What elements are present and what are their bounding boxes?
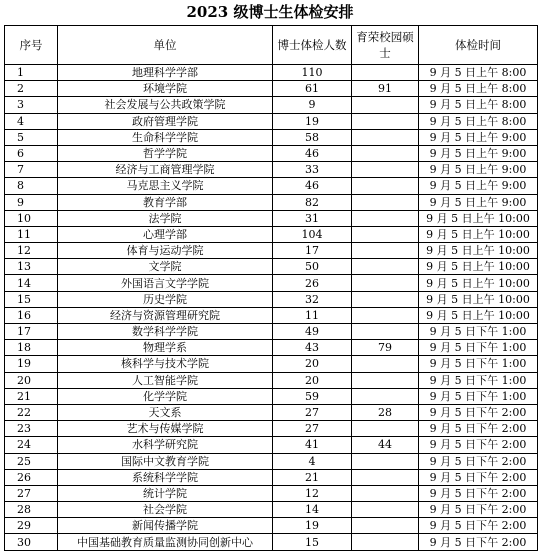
table-row <box>5 210 538 226</box>
cell-seq: 7 <box>5 162 58 178</box>
cell-exam-time: 9 月 5 日上午 8:00 <box>419 65 538 81</box>
table-row <box>5 81 538 97</box>
cell-master-count <box>352 518 419 534</box>
header-exam-time: 体检时间 <box>419 26 538 65</box>
cell-phd-count: 110 <box>273 65 352 81</box>
cell-exam-time: 9 月 5 日上午 9:00 <box>419 162 538 178</box>
table-row <box>5 178 538 194</box>
cell-seq: 19 <box>5 356 58 372</box>
cell-unit: 心理学部 <box>58 226 273 242</box>
cell-unit: 文学院 <box>58 259 273 275</box>
cell-seq: 8 <box>5 178 58 194</box>
cell-master-count: 28 <box>352 404 419 420</box>
table-row <box>5 388 538 404</box>
cell-phd-count: 58 <box>273 129 352 145</box>
cell-master-count <box>352 356 419 372</box>
cell-seq: 24 <box>5 437 58 453</box>
schedule-table <box>4 25 538 551</box>
table-row <box>5 243 538 259</box>
cell-phd-count: 32 <box>273 291 352 307</box>
cell-unit: 经济与资源管理研究院 <box>58 307 273 323</box>
cell-phd-count: 9 <box>273 97 352 113</box>
cell-exam-time: 9 月 5 日上午 9:00 <box>419 194 538 210</box>
cell-unit: 社会学院 <box>58 502 273 518</box>
table-row <box>5 291 538 307</box>
cell-seq: 26 <box>5 469 58 485</box>
cell-master-count <box>352 194 419 210</box>
header-unit: 单位 <box>58 26 273 65</box>
cell-seq: 29 <box>5 518 58 534</box>
cell-master-count <box>352 210 419 226</box>
cell-phd-count: 61 <box>273 81 352 97</box>
table-row <box>5 534 538 550</box>
cell-unit: 艺术与传媒学院 <box>58 421 273 437</box>
cell-unit: 生命科学学院 <box>58 129 273 145</box>
cell-unit: 水科学研究院 <box>58 437 273 453</box>
cell-phd-count: 50 <box>273 259 352 275</box>
cell-seq: 28 <box>5 502 58 518</box>
cell-phd-count: 26 <box>273 275 352 291</box>
cell-seq: 25 <box>5 453 58 469</box>
cell-unit: 人工智能学院 <box>58 372 273 388</box>
table-row <box>5 113 538 129</box>
table-row <box>5 437 538 453</box>
cell-unit: 马克思主义学院 <box>58 178 273 194</box>
cell-unit: 体育与运动学院 <box>58 243 273 259</box>
cell-unit: 新闻传播学院 <box>58 518 273 534</box>
cell-exam-time: 9 月 5 日上午 8:00 <box>419 97 538 113</box>
cell-exam-time: 9 月 5 日上午 9:00 <box>419 145 538 161</box>
cell-unit: 历史学院 <box>58 291 273 307</box>
cell-unit: 物理学系 <box>58 340 273 356</box>
cell-phd-count: 11 <box>273 307 352 323</box>
header-phd-count: 博士体检人数 <box>273 26 352 65</box>
cell-seq: 14 <box>5 275 58 291</box>
cell-master-count <box>352 259 419 275</box>
cell-exam-time: 9 月 5 日上午 10:00 <box>419 275 538 291</box>
cell-master-count <box>352 275 419 291</box>
cell-seq: 17 <box>5 324 58 340</box>
cell-master-count <box>352 97 419 113</box>
cell-seq: 21 <box>5 388 58 404</box>
table-body <box>5 65 538 551</box>
cell-exam-time: 9 月 5 日下午 1:00 <box>419 356 538 372</box>
cell-phd-count: 31 <box>273 210 352 226</box>
table-row <box>5 404 538 420</box>
cell-phd-count: 19 <box>273 518 352 534</box>
cell-seq: 16 <box>5 307 58 323</box>
cell-exam-time: 9 月 5 日下午 2:00 <box>419 437 538 453</box>
cell-seq: 1 <box>5 65 58 81</box>
cell-seq: 9 <box>5 194 58 210</box>
cell-phd-count: 15 <box>273 534 352 550</box>
cell-master-count <box>352 291 419 307</box>
cell-unit: 外国语言文学学院 <box>58 275 273 291</box>
cell-exam-time: 9 月 5 日下午 2:00 <box>419 404 538 420</box>
cell-exam-time: 9 月 5 日下午 2:00 <box>419 534 538 550</box>
cell-unit: 经济与工商管理学院 <box>58 162 273 178</box>
table-row <box>5 324 538 340</box>
cell-master-count: 44 <box>352 437 419 453</box>
cell-master-count <box>352 502 419 518</box>
table-row <box>5 340 538 356</box>
cell-phd-count: 4 <box>273 453 352 469</box>
cell-master-count <box>352 372 419 388</box>
cell-phd-count: 82 <box>273 194 352 210</box>
cell-unit: 数学科学学院 <box>58 324 273 340</box>
cell-master-count <box>352 453 419 469</box>
cell-exam-time: 9 月 5 日下午 2:00 <box>419 469 538 485</box>
table-row <box>5 162 538 178</box>
cell-exam-time: 9 月 5 日下午 1:00 <box>419 388 538 404</box>
cell-master-count <box>352 534 419 550</box>
header-seq: 序号 <box>5 26 58 65</box>
cell-seq: 23 <box>5 421 58 437</box>
table-row <box>5 485 538 501</box>
cell-seq: 27 <box>5 485 58 501</box>
cell-phd-count: 59 <box>273 388 352 404</box>
cell-master-count <box>352 113 419 129</box>
table-row <box>5 453 538 469</box>
cell-phd-count: 46 <box>273 145 352 161</box>
cell-seq: 30 <box>5 534 58 550</box>
table-row <box>5 226 538 242</box>
cell-unit: 教育学部 <box>58 194 273 210</box>
table-row <box>5 259 538 275</box>
header-master-count: 育荣校园硕士 <box>352 26 419 65</box>
page-title: 2023 级博士生体检安排 <box>186 3 354 21</box>
table-row <box>5 275 538 291</box>
cell-exam-time: 9 月 5 日下午 2:00 <box>419 421 538 437</box>
cell-master-count <box>352 421 419 437</box>
cell-seq: 5 <box>5 129 58 145</box>
cell-exam-time: 9 月 5 日上午 9:00 <box>419 129 538 145</box>
table-row <box>5 307 538 323</box>
table-row <box>5 421 538 437</box>
cell-unit: 统计学院 <box>58 485 273 501</box>
cell-exam-time: 9 月 5 日下午 1:00 <box>419 340 538 356</box>
cell-exam-time: 9 月 5 日上午 10:00 <box>419 210 538 226</box>
cell-seq: 11 <box>5 226 58 242</box>
table-header-row <box>5 26 538 65</box>
cell-exam-time: 9 月 5 日上午 9:00 <box>419 178 538 194</box>
cell-master-count: 79 <box>352 340 419 356</box>
cell-unit: 核科学与技术学院 <box>58 356 273 372</box>
cell-phd-count: 104 <box>273 226 352 242</box>
cell-phd-count: 46 <box>273 178 352 194</box>
cell-seq: 20 <box>5 372 58 388</box>
cell-master-count <box>352 226 419 242</box>
table-row <box>5 372 538 388</box>
cell-phd-count: 20 <box>273 356 352 372</box>
table-row <box>5 518 538 534</box>
cell-seq: 12 <box>5 243 58 259</box>
cell-phd-count: 20 <box>273 372 352 388</box>
cell-master-count <box>352 145 419 161</box>
cell-master-count <box>352 178 419 194</box>
cell-seq: 6 <box>5 145 58 161</box>
cell-master-count <box>352 65 419 81</box>
cell-master-count <box>352 388 419 404</box>
cell-exam-time: 9 月 5 日下午 2:00 <box>419 502 538 518</box>
cell-exam-time: 9 月 5 日上午 10:00 <box>419 307 538 323</box>
cell-phd-count: 41 <box>273 437 352 453</box>
cell-seq: 22 <box>5 404 58 420</box>
cell-unit: 系统科学学院 <box>58 469 273 485</box>
cell-phd-count: 33 <box>273 162 352 178</box>
cell-unit: 天文系 <box>58 404 273 420</box>
cell-master-count <box>352 307 419 323</box>
cell-unit: 国际中文教育学院 <box>58 453 273 469</box>
cell-phd-count: 27 <box>273 421 352 437</box>
cell-seq: 18 <box>5 340 58 356</box>
cell-unit: 政府管理学院 <box>58 113 273 129</box>
table-row <box>5 502 538 518</box>
cell-master-count <box>352 469 419 485</box>
cell-exam-time: 9 月 5 日上午 8:00 <box>419 81 538 97</box>
cell-exam-time: 9 月 5 日下午 2:00 <box>419 453 538 469</box>
cell-phd-count: 49 <box>273 324 352 340</box>
cell-seq: 10 <box>5 210 58 226</box>
cell-master-count: 91 <box>352 81 419 97</box>
cell-unit: 中国基础教育质量监测协同创新中心 <box>58 534 273 550</box>
cell-seq: 2 <box>5 81 58 97</box>
cell-phd-count: 21 <box>273 469 352 485</box>
cell-master-count <box>352 129 419 145</box>
cell-exam-time: 9 月 5 日下午 2:00 <box>419 518 538 534</box>
cell-master-count <box>352 243 419 259</box>
cell-phd-count: 19 <box>273 113 352 129</box>
table-row <box>5 97 538 113</box>
cell-exam-time: 9 月 5 日下午 1:00 <box>419 372 538 388</box>
cell-unit: 哲学学院 <box>58 145 273 161</box>
cell-exam-time: 9 月 5 日下午 1:00 <box>419 324 538 340</box>
cell-unit: 环境学院 <box>58 81 273 97</box>
cell-seq: 4 <box>5 113 58 129</box>
cell-seq: 3 <box>5 97 58 113</box>
cell-exam-time: 9 月 5 日上午 10:00 <box>419 259 538 275</box>
cell-phd-count: 14 <box>273 502 352 518</box>
table-row <box>5 145 538 161</box>
cell-unit: 法学院 <box>58 210 273 226</box>
cell-phd-count: 12 <box>273 485 352 501</box>
cell-exam-time: 9 月 5 日上午 10:00 <box>419 226 538 242</box>
cell-unit: 地理科学学部 <box>58 65 273 81</box>
cell-exam-time: 9 月 5 日上午 10:00 <box>419 291 538 307</box>
cell-seq: 15 <box>5 291 58 307</box>
cell-exam-time: 9 月 5 日上午 8:00 <box>419 113 538 129</box>
cell-phd-count: 17 <box>273 243 352 259</box>
cell-master-count <box>352 324 419 340</box>
cell-phd-count: 43 <box>273 340 352 356</box>
table-row <box>5 194 538 210</box>
cell-master-count <box>352 162 419 178</box>
cell-unit: 社会发展与公共政策学院 <box>58 97 273 113</box>
cell-unit: 化学学院 <box>58 388 273 404</box>
cell-phd-count: 27 <box>273 404 352 420</box>
table-row <box>5 356 538 372</box>
cell-exam-time: 9 月 5 日下午 2:00 <box>419 485 538 501</box>
table-row <box>5 65 538 81</box>
table-row <box>5 469 538 485</box>
cell-exam-time: 9 月 5 日上午 10:00 <box>419 243 538 259</box>
cell-master-count <box>352 485 419 501</box>
table-row <box>5 129 538 145</box>
cell-seq: 13 <box>5 259 58 275</box>
